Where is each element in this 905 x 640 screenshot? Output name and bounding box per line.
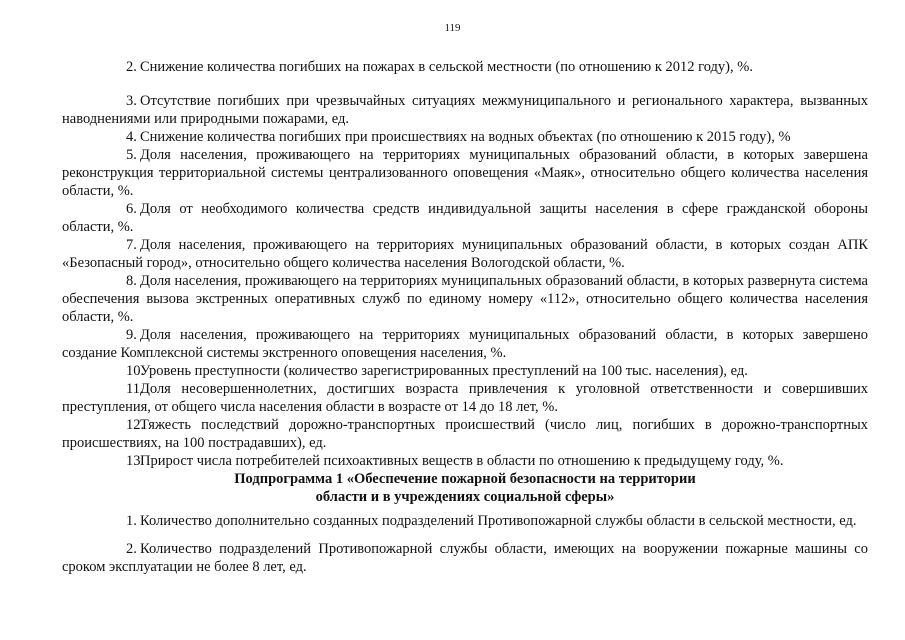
item-text: Тяжесть последствий дорожно-транспортных происшествий (число лиц, погибших в дорожно-транспортных происшествиях, на 100 пострадавших), ед. (62, 417, 868, 451)
indicator-list-b (62, 92, 868, 470)
list-item (62, 92, 868, 128)
document-body (62, 58, 868, 586)
list-item (62, 128, 868, 146)
item-number: 2. (126, 59, 137, 75)
item-number: 9. (126, 327, 137, 343)
list-item (62, 58, 868, 76)
list-item (62, 452, 868, 470)
item-text: Уровень преступности (количество зарегистрированных преступлений на 100 тыс. населения), ед. (140, 363, 748, 379)
list-item (62, 200, 868, 236)
item-text: Доля несовершеннолетних, достигших возраста привлечения к уголовной ответственности и совершивших преступления, от общего числа населения области в возрасте от 14 до 18 лет, %. (62, 381, 868, 415)
subprogram-heading-line1: Подпрограмма 1 «Обеспечение пожарной безопасности на территории (234, 471, 696, 487)
item-text: Количество подразделений Противопожарной службы области, имеющих на вооружении пожарные машины со сроком эксплуатации не более 8 лет, ед. (62, 541, 868, 575)
item-number: 11. (126, 381, 144, 397)
item-number: 2. (126, 541, 137, 557)
page-number: 119 (444, 22, 461, 34)
item-number: 12. (126, 417, 145, 433)
item-number: 1. (126, 513, 137, 529)
item-number: 5. (126, 147, 137, 163)
list-item (62, 326, 868, 362)
item-text: Отсутствие погибших при чрезвычайных ситуациях межмуниципального и регионального характера, вызванных наводнениями или природными пожарами, ед. (62, 93, 868, 127)
item-number: 6. (126, 201, 137, 217)
list-item (62, 512, 868, 530)
item-text: Снижение количества погибших на пожарах в сельской местности (по отношению к 2012 году), %. (140, 59, 753, 75)
item-text: Доля населения, проживающего на территориях муниципальных образований области, в которых завершено создание Комплексной системы экстренного оповещения населения, %. (62, 327, 868, 361)
list-item (62, 272, 868, 326)
item-text: Доля населения, проживающего на территориях муниципальных образований области, в которых развернута система обеспечения вызова экстренных оперативных служб по единому номеру «112», относительно общего количества населения области, %. (62, 273, 868, 325)
item-number: 8. (126, 273, 137, 289)
list-item (62, 380, 868, 416)
list-item (62, 146, 868, 200)
list-item (62, 362, 868, 380)
item-text: Количество дополнительно созданных подразделений Противопожарной службы области в сельской местности, ед. (140, 513, 857, 529)
indicator-list-a (62, 58, 868, 76)
item-text: Снижение количества погибших при происшествиях на водных объектах (по отношению к 2015 году), % (140, 129, 791, 145)
item-text: Доля населения, проживающего на территориях муниципальных образований области, в которых завершена реконструкция территориальной системы централизованного оповещения «Маяк», относительно общего количества населения области, %. (62, 147, 868, 199)
indicator-list-c (62, 512, 868, 576)
item-text: Доля населения, проживающего на территориях муниципальных образований области, в которых создан АПК «Безопасный город», относительно общего количества населения Вологодской области, %. (62, 237, 868, 271)
subprogram-heading (62, 470, 868, 506)
item-text: Доля от необходимого количества средств индивидуальной защиты населения в сфере гражданской обороны области, %. (62, 201, 868, 235)
item-number: 10. (126, 363, 145, 379)
item-number: 4. (126, 129, 137, 145)
list-item (62, 236, 868, 272)
item-text: Прирост числа потребителей психоактивных веществ в области по отношению к предыдущему году, %. (140, 453, 784, 469)
list-item (62, 416, 868, 452)
item-number: 13. (126, 453, 145, 469)
paragraph-gap (62, 76, 868, 92)
item-number: 3. (126, 93, 137, 109)
subprogram-heading-line2: области и в учреждениях социальной сферы» (315, 489, 615, 505)
item-number: 7. (126, 237, 137, 253)
list-item (62, 540, 868, 576)
